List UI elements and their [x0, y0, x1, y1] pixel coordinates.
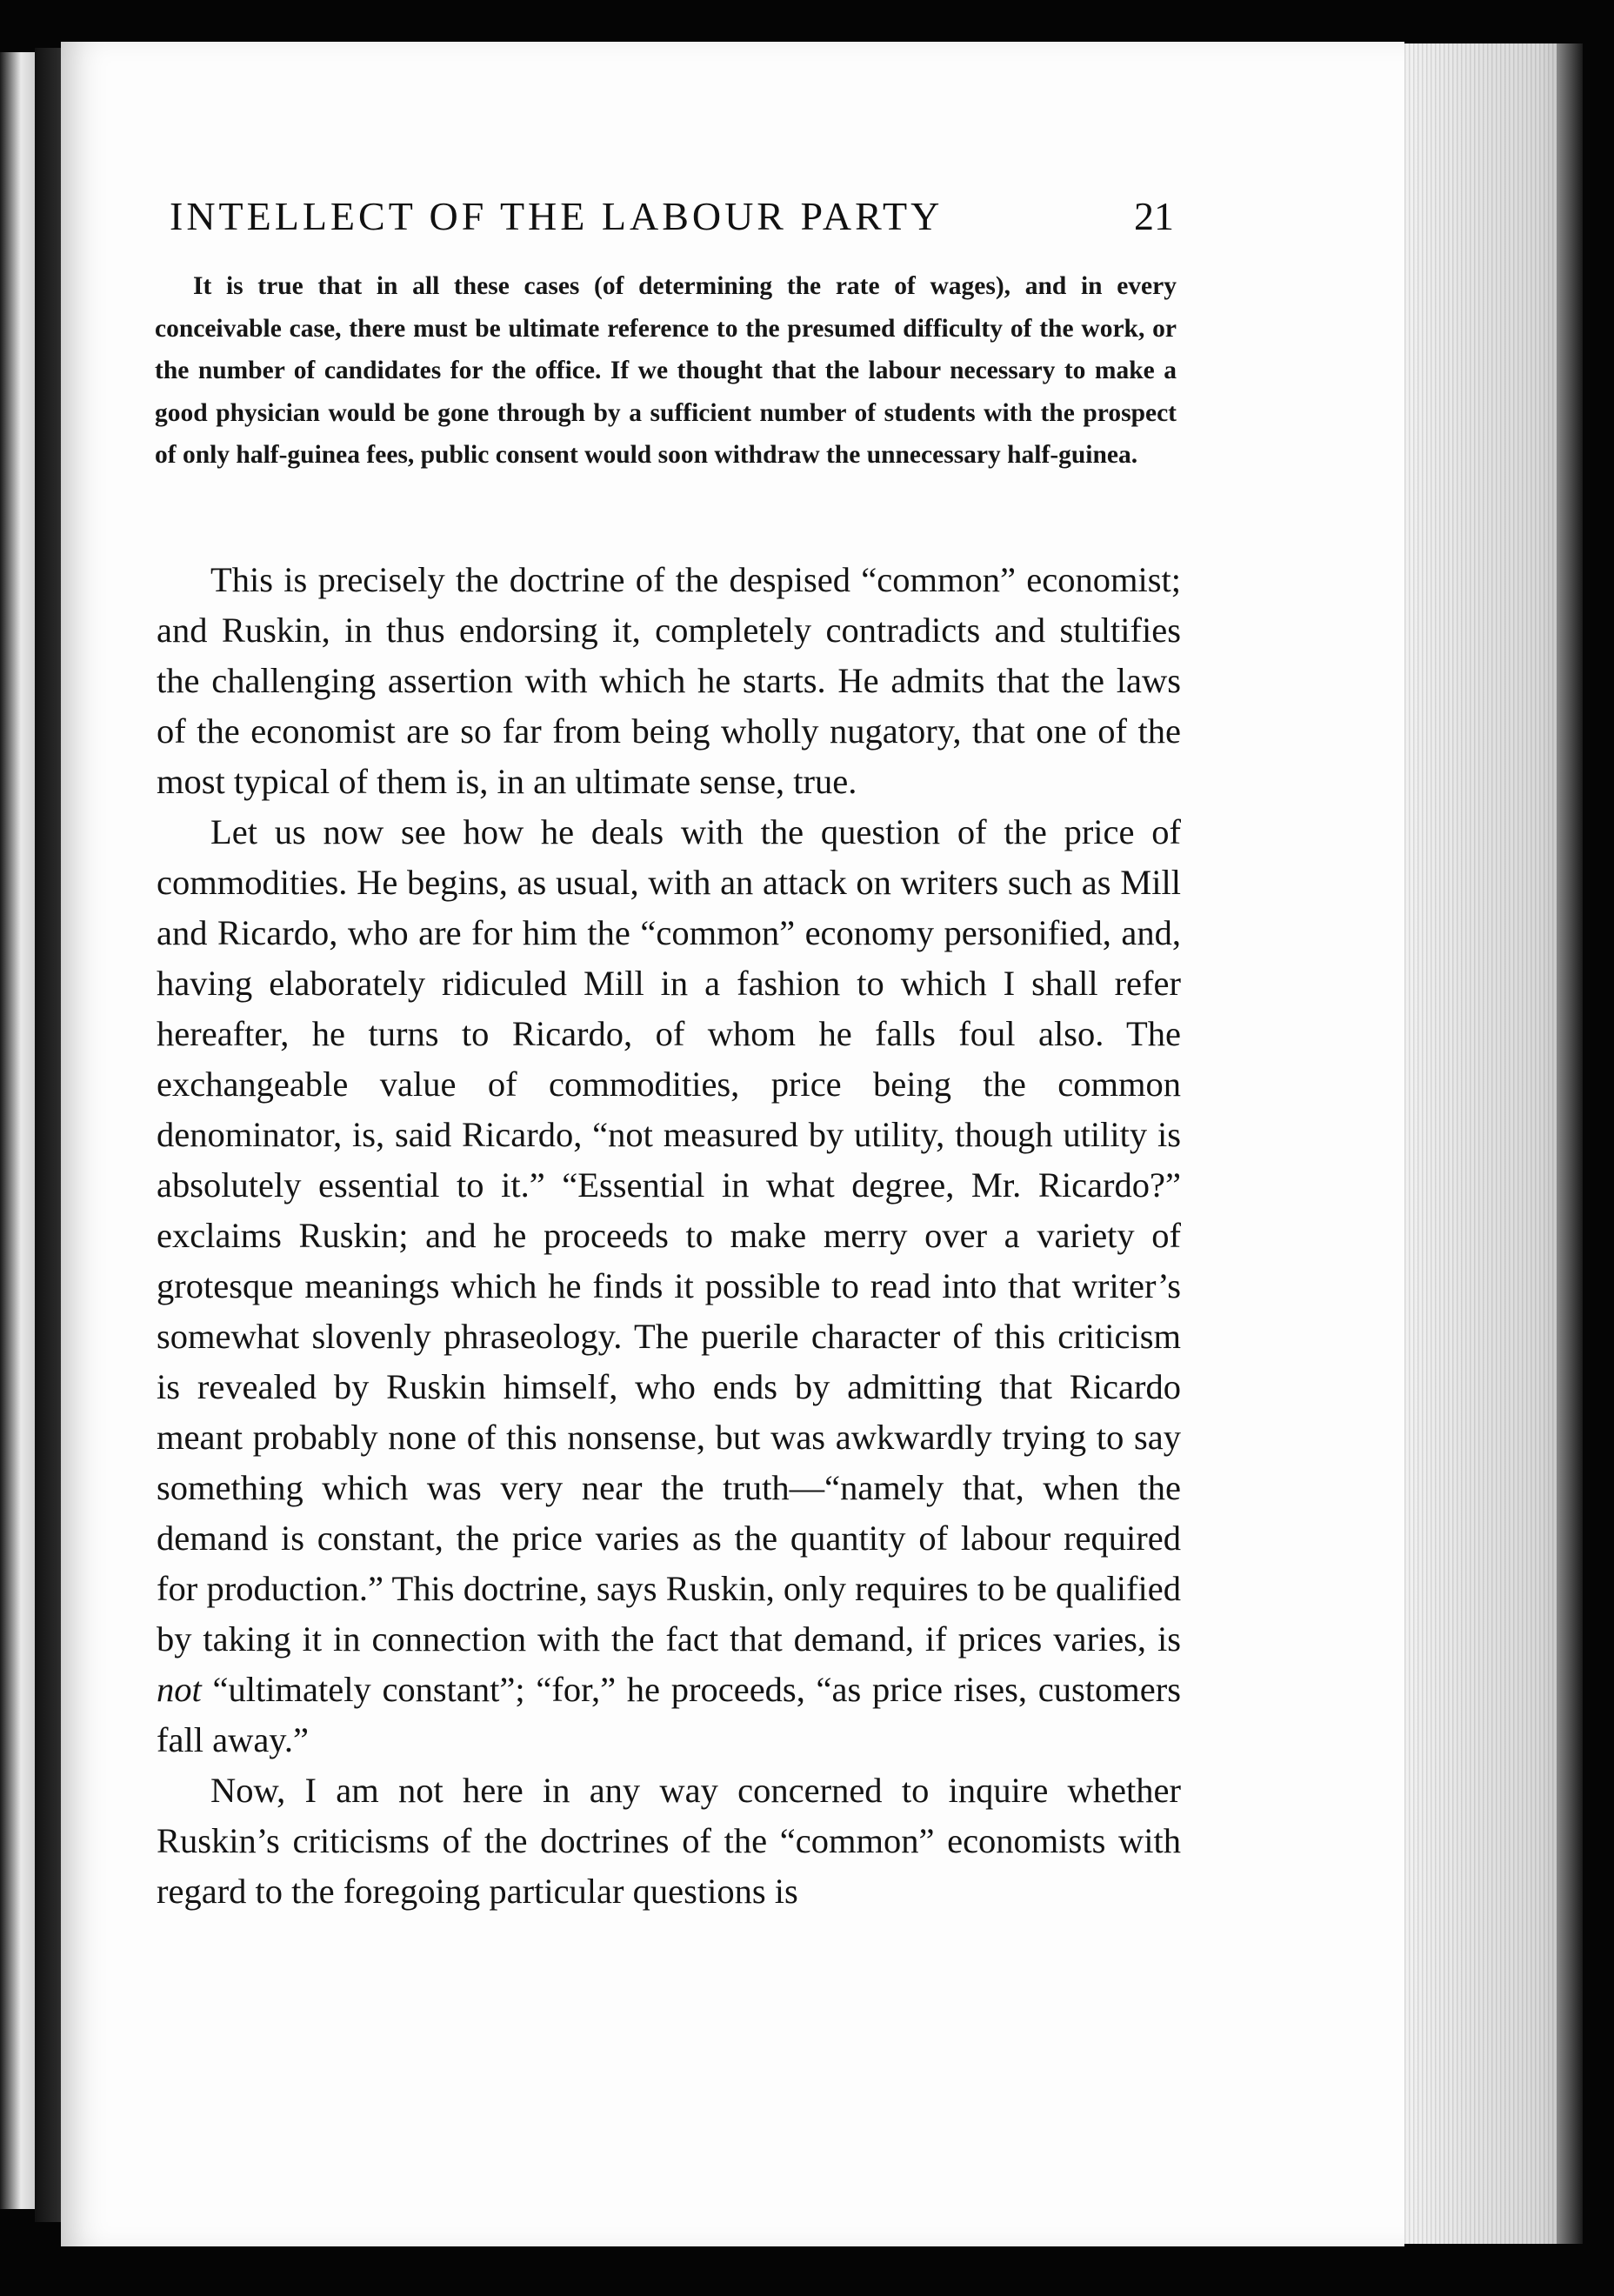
block-quote [155, 265, 1177, 477]
paragraph-3: Now, I am not here in any way concerned to inquire whether Ruskin’s criticisms of the doctrines of the “common” economists with regard to the foregoing particular questions is [157, 1771, 1181, 1911]
running-head-title: INTELLECT OF THE LABOUR PARTY [170, 194, 944, 238]
page-stack-edges [1400, 43, 1574, 2244]
facing-page-edge [0, 52, 35, 2209]
paragraph-2-text-end: “ultimately constant”; “for,” he proceeds, “as price rises, customers fall away.” [157, 1670, 1182, 1759]
running-head [170, 193, 1174, 239]
paragraph-2 [157, 807, 1181, 1765]
paragraph-2-text: Let us now see how he deals with the question of the price of commodities. He begins, as usual, with an attack on writers such as Mill and Ricardo, who are for him the “common” economy personified, and, having elaborately ridiculed Mill in a fashion to which I shall refer hereafter, he turns to Ricardo, of whom he falls foul also. The exchangeable value of commodities, price being the common denominator, is, said Ricardo, “not measured by utility, though utility is absolutely essential to it.” “Essential in what degree, Mr. Ricardo?” exclaims Ruskin; and he proceeds to make merry over a variety of grotesque meanings which he finds it possible to read into that writer’s somewhat slovenly phraseology. The puerile character of this criticism is revealed by Ruskin himself, who ends by admitting that Ricardo meant probably none of this nonsense, but was awkwardly trying to say something which was very near the truth—“namely that, when the demand is constant, the price varies as the quantity of labour required for production.” This doctrine, says Ruskin, only requires to be qualified by taking it in connection with the fact that demand, if prices varies, is [157, 812, 1181, 1659]
paragraph-1: This is precisely the doctrine of the despised “common” economist; and Ruskin, in thus endorsing it, completely contradicts and stultifies the challenging assertion with which he starts. He admits that the laws of the economist are so far from being wholly nugatory, that one of the most typical of them is, in an ultimate sense, true. [157, 560, 1181, 801]
quote-text: It is true that in all these cases (of determining the rate of wages), and in every conceivable case, there must be ultimate reference to the presumed difficulty of the work, or the number of candidates for the office. If we thought that the labour necessary to make a good physician would be gone through by a sufficient number of students with the prospect of only half-guinea fees, public consent would soon withdraw the unnecessary half-guinea. [155, 272, 1177, 469]
page-stack-shadow [1557, 43, 1583, 2244]
paragraph-2-emphasis: not [157, 1670, 202, 1709]
body-text [157, 555, 1181, 1917]
page-number: 21 [1134, 194, 1174, 238]
